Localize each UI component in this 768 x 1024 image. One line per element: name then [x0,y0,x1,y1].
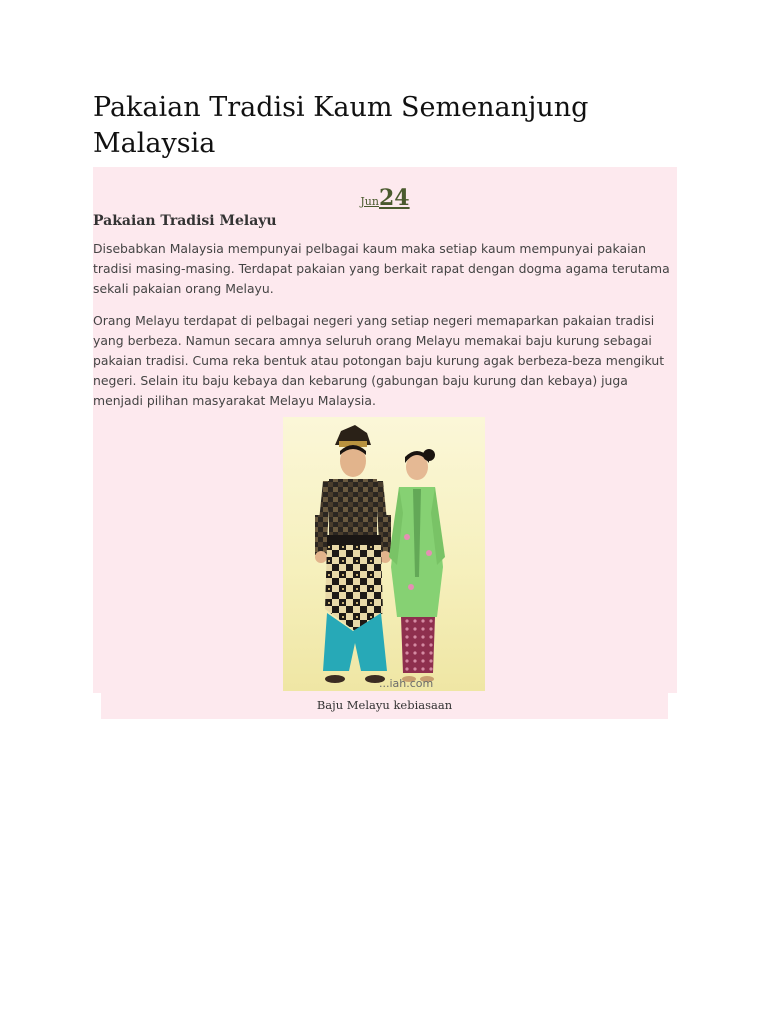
document-title: Pakaian Tradisi Kaum Semenanjung Malaysia [93,92,589,159]
man-figure [315,425,391,683]
photo-watermark: ...iah.com [379,677,434,690]
post-paragraph-1: Disebabkan Malaysia mempunyai pelbagai kaum maka setiap kaum mempunyai pakaian tradisi masing-masing. Terdapat pakaian yang berkait rapat dengan dogma agama terutama sekali pakaian orang Melayu. [93,241,670,296]
image-caption: Baju Melayu kebiasaan [316,698,453,712]
traditional-dress-illustration [283,417,485,691]
post-date-day[interactable]: 24 [378,185,410,211]
post-date-month[interactable]: Jun [360,195,379,208]
traditional-dress-photo [283,417,485,691]
blog-post-panel [93,167,677,693]
image-caption-strip [101,693,668,719]
woman-figure [389,449,445,682]
post-date[interactable] [93,185,677,211]
post-paragraph-2: Orang Melayu terdapat di pelbagai negeri yang setiap negeri memaparkan pakaian tradisi yang berbeza. Namun secara amnya seluruh orang Melayu memakai baju kurung sebagai pakaian tradisi. Cuma reka bentuk atau potongan baju kurung agak berbeza-beza mengikut negeri. Selain itu baju kebaya dan kebarung (gabungan baju kurung dan kebaya) juga menjadi pilihan masyarakat Melayu Malaysia. [93,313,665,408]
post-heading: Pakaian Tradisi Melayu [93,213,277,229]
